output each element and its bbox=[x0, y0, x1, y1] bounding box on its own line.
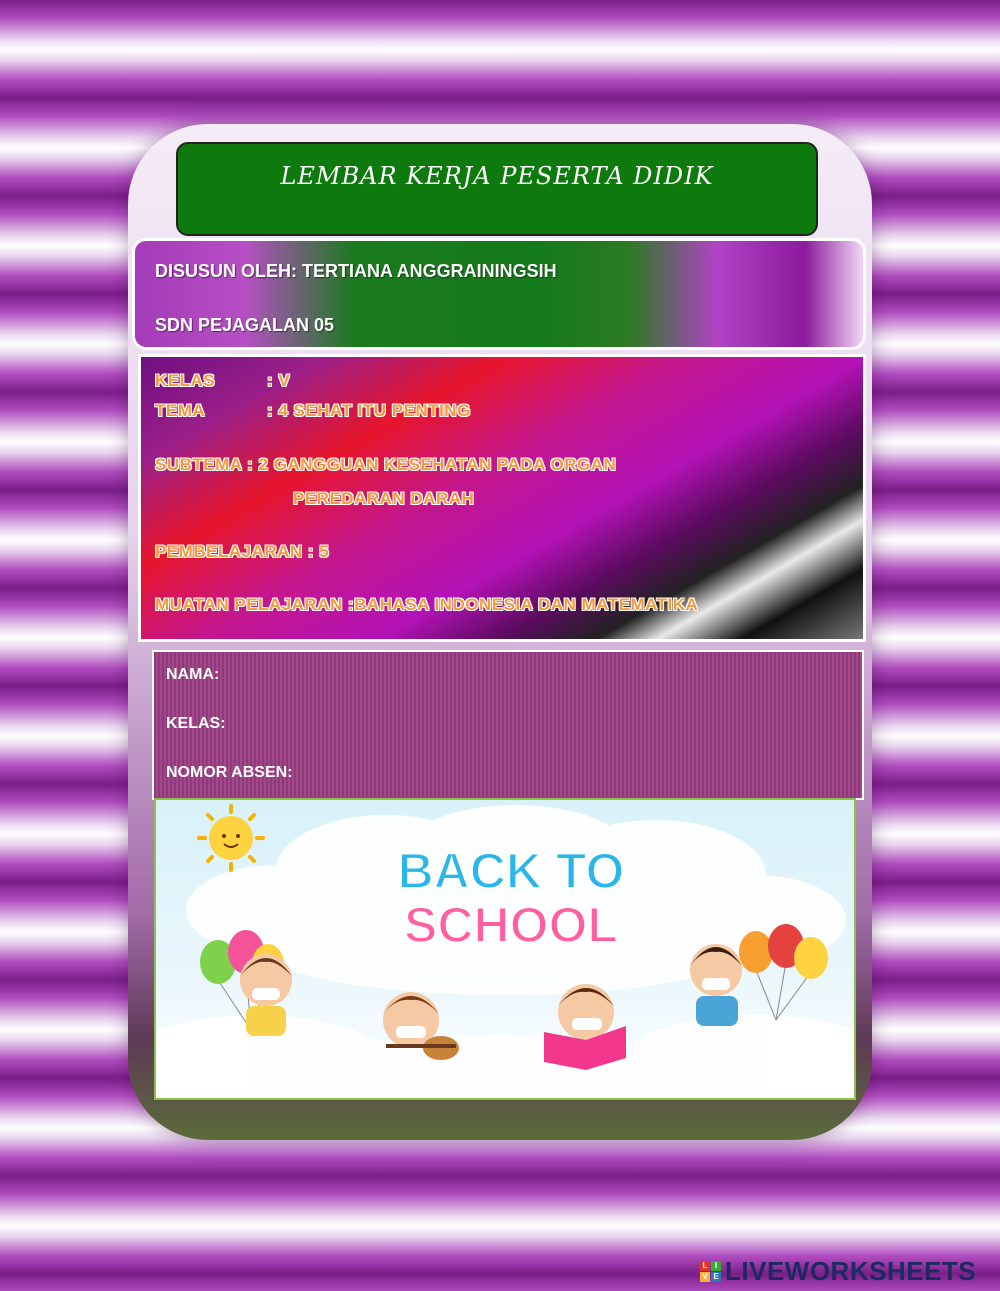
kelas-value: : V bbox=[267, 371, 291, 390]
kid-girl-right bbox=[690, 944, 742, 1026]
tema-row bbox=[155, 401, 471, 421]
illustration-canvas bbox=[156, 800, 854, 1098]
kid-boy-book bbox=[544, 984, 626, 1070]
balloons-right bbox=[739, 924, 828, 1020]
logo-mark-e: E bbox=[711, 1272, 721, 1282]
muatan-pelajaran: MUATAN PELAJARAN :BAHASA INDONESIA DAN MATEMATIKA bbox=[155, 595, 699, 614]
title-bar bbox=[176, 142, 818, 236]
tema-value: : 4 SEHAT ITU PENTING bbox=[267, 401, 471, 420]
kelas-row bbox=[155, 371, 290, 391]
illustration-line-2: SCHOOL bbox=[404, 897, 618, 953]
liveworksheets-logo bbox=[700, 1256, 976, 1286]
subtema-line-2: PEREDARAN DARAH bbox=[293, 489, 475, 508]
kid-girl-left bbox=[240, 954, 292, 1036]
author-panel bbox=[132, 238, 866, 350]
back-to-school-illustration bbox=[154, 798, 856, 1100]
logo-mark-i: I bbox=[711, 1261, 721, 1271]
logo-mark-v: V bbox=[700, 1272, 710, 1282]
pembelajaran: PEMBELAJARAN : 5 bbox=[155, 542, 330, 561]
subtema-line-1: SUBTEMA : 2 GANGGUAN KESEHATAN PADA ORGAN bbox=[155, 455, 617, 474]
student-identity-panel bbox=[152, 650, 864, 800]
logo-mark-l: L bbox=[700, 1261, 710, 1271]
sun-icon bbox=[199, 806, 263, 870]
lesson-info-panel bbox=[138, 354, 866, 642]
liveworksheets-mark-icon bbox=[700, 1261, 721, 1282]
kelas-label: KELAS bbox=[155, 371, 216, 390]
author-name: DISUSUN OLEH: TERTIANA ANGGRAININGSIH bbox=[155, 261, 557, 281]
kelas-field: KELAS: bbox=[166, 715, 226, 732]
brand-name: LIVEWORKSHEETS bbox=[725, 1255, 977, 1286]
tema-label: TEMA bbox=[155, 401, 206, 420]
page-title: LEMBAR KERJA PESERTA DIDIK bbox=[280, 162, 714, 190]
nama-field: NAMA: bbox=[166, 666, 220, 683]
school-name: SDN PEJAGALAN 05 bbox=[155, 315, 335, 335]
nomor-absen-field: NOMOR ABSEN: bbox=[166, 764, 293, 781]
illustration-line-1: BACK TO bbox=[397, 843, 625, 899]
